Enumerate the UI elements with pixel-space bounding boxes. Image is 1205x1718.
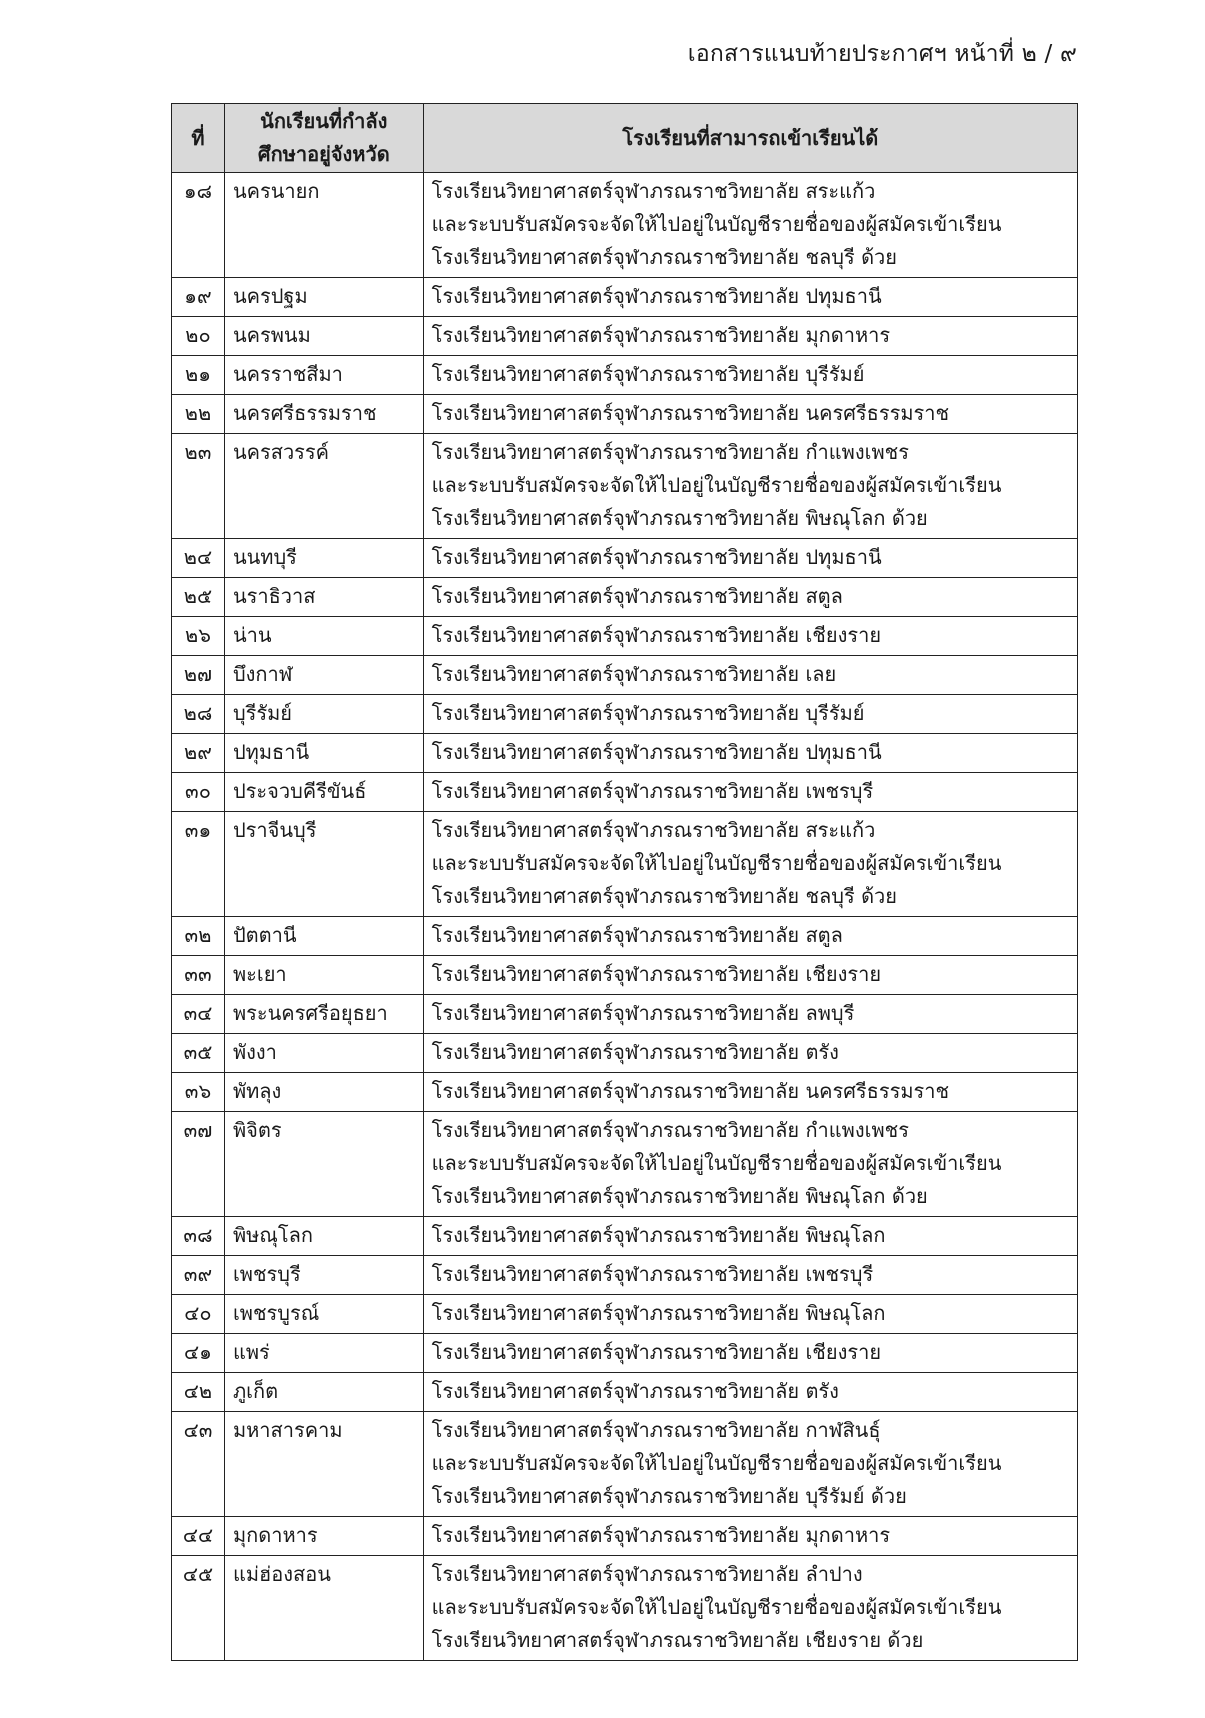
row-number: ๔๐ <box>172 1295 225 1334</box>
page-header: เอกสารแนบท้ายประกาศฯ หน้าที่ ๒ / ๙ <box>687 41 1077 67</box>
table-row <box>172 1517 1078 1556</box>
province-name: นครปฐม <box>224 278 423 317</box>
table-row <box>172 539 1078 578</box>
school-text-line: โรงเรียนวิทยาศาสตร์จุฬาภรณราชวิทยาลัย กำแพงเพชร <box>431 1118 909 1142</box>
table-row <box>172 617 1078 656</box>
table-row <box>172 1295 1078 1334</box>
school-text-line: โรงเรียนวิทยาศาสตร์จุฬาภรณราชวิทยาลัย ปทุมธานี <box>431 545 882 569</box>
province-name: บุรีรัมย์ <box>224 695 423 734</box>
row-number: ๒๑ <box>172 356 225 395</box>
school-cell <box>423 578 1077 617</box>
school-assignment-table <box>171 103 1078 1661</box>
province-name: นครพนม <box>224 317 423 356</box>
row-number: ๔๔ <box>172 1517 225 1556</box>
row-number: ๓๓ <box>172 956 225 995</box>
school-text-line: โรงเรียนวิทยาศาสตร์จุฬาภรณราชวิทยาลัย บุรีรัมย์ <box>431 362 865 386</box>
school-text-line: โรงเรียนวิทยาศาสตร์จุฬาภรณราชวิทยาลัย มุกดาหาร <box>431 323 891 347</box>
table-row <box>172 1334 1078 1373</box>
table-row <box>172 395 1078 434</box>
school-text-line: โรงเรียนวิทยาศาสตร์จุฬาภรณราชวิทยาลัย ปทุมธานี <box>431 284 882 308</box>
province-name: นนทบุรี <box>224 539 423 578</box>
row-number: ๔๒ <box>172 1373 225 1412</box>
school-text-line: โรงเรียนวิทยาศาสตร์จุฬาภรณราชวิทยาลัย กาฬสินธุ์ <box>431 1418 881 1442</box>
table-row <box>172 434 1078 539</box>
row-number: ๒๙ <box>172 734 225 773</box>
row-number: ๓๕ <box>172 1034 225 1073</box>
table-row <box>172 956 1078 995</box>
table-row <box>172 812 1078 917</box>
row-number: ๒๕ <box>172 578 225 617</box>
school-cell <box>423 539 1077 578</box>
row-number: ๔๓ <box>172 1412 225 1517</box>
province-name: ปทุมธานี <box>224 734 423 773</box>
school-cell <box>423 1217 1077 1256</box>
table-header-row <box>172 104 1078 173</box>
school-text-line: โรงเรียนวิทยาศาสตร์จุฬาภรณราชวิทยาลัย พิษณุโลก <box>431 1223 886 1247</box>
province-name: มุกดาหาร <box>224 1517 423 1556</box>
province-name: แม่ฮ่องสอน <box>224 1556 423 1661</box>
school-cell <box>423 773 1077 812</box>
table-row <box>172 917 1078 956</box>
row-number: ๓๒ <box>172 917 225 956</box>
column-header-province-line2: ศึกษาอยู่จังหวัด <box>257 142 390 166</box>
province-name: นครสวรรค์ <box>224 434 423 539</box>
school-cell <box>423 317 1077 356</box>
province-name: มหาสารคาม <box>224 1412 423 1517</box>
table-row <box>172 995 1078 1034</box>
row-number: ๒๒ <box>172 395 225 434</box>
school-cell <box>423 434 1077 539</box>
school-text-line: โรงเรียนวิทยาศาสตร์จุฬาภรณราชวิทยาลัย ตรัง <box>431 1379 839 1403</box>
school-text-line: โรงเรียนวิทยาศาสตร์จุฬาภรณราชวิทยาลัย เพชรบุรี <box>431 1262 874 1286</box>
school-text-line: โรงเรียนวิทยาศาสตร์จุฬาภรณราชวิทยาลัย นครศรีธรรมราช <box>431 1079 950 1103</box>
school-text-line: โรงเรียนวิทยาศาสตร์จุฬาภรณราชวิทยาลัย พิษณุโลก <box>431 1301 886 1325</box>
table-row <box>172 1112 1078 1217</box>
row-number: ๓๔ <box>172 995 225 1034</box>
school-cell <box>423 1517 1077 1556</box>
school-cell <box>423 356 1077 395</box>
province-name: น่าน <box>224 617 423 656</box>
school-text-line: โรงเรียนวิทยาศาสตร์จุฬาภรณราชวิทยาลัย มุกดาหาร <box>431 1523 891 1547</box>
school-text-line: โรงเรียนวิทยาศาสตร์จุฬาภรณราชวิทยาลัย เพชรบุรี <box>431 779 874 803</box>
table-row <box>172 1373 1078 1412</box>
row-number: ๑๘ <box>172 173 225 278</box>
province-name: บึงกาฬ <box>224 656 423 695</box>
school-text-line: โรงเรียนวิทยาศาสตร์จุฬาภรณราชวิทยาลัย ลำปาง <box>431 1562 863 1586</box>
province-name: นครราชสีมา <box>224 356 423 395</box>
province-name: นครศรีธรรมราช <box>224 395 423 434</box>
row-number: ๒๔ <box>172 539 225 578</box>
row-number: ๓๐ <box>172 773 225 812</box>
school-text-line: โรงเรียนวิทยาศาสตร์จุฬาภรณราชวิทยาลัย เลย <box>431 662 837 686</box>
school-cell <box>423 917 1077 956</box>
table-body <box>172 173 1078 1661</box>
row-number: ๓๗ <box>172 1112 225 1217</box>
row-number: ๔๑ <box>172 1334 225 1373</box>
row-number: ๓๑ <box>172 812 225 917</box>
school-cell <box>423 695 1077 734</box>
table-row <box>172 734 1078 773</box>
school-text-line: โรงเรียนวิทยาศาสตร์จุฬาภรณราชวิทยาลัย พิษณุโลก ด้วย <box>431 506 928 530</box>
row-number: ๓๙ <box>172 1256 225 1295</box>
school-text-line: และระบบรับสมัครจะจัดให้ไปอยู่ในบัญชีรายชื่อของผู้สมัครเข้าเรียน <box>431 212 1002 236</box>
school-text-line: โรงเรียนวิทยาศาสตร์จุฬาภรณราชวิทยาลัย บุรีรัมย์ ด้วย <box>431 1484 907 1508</box>
school-cell <box>423 1112 1077 1217</box>
school-text-line: โรงเรียนวิทยาศาสตร์จุฬาภรณราชวิทยาลัย สระแก้ว <box>431 818 876 842</box>
school-text-line: โรงเรียนวิทยาศาสตร์จุฬาภรณราชวิทยาลัย ตรัง <box>431 1040 839 1064</box>
school-text-line: และระบบรับสมัครจะจัดให้ไปอยู่ในบัญชีรายชื่อของผู้สมัครเข้าเรียน <box>431 851 1002 875</box>
school-text-line: โรงเรียนวิทยาศาสตร์จุฬาภรณราชวิทยาลัย ปทุมธานี <box>431 740 882 764</box>
row-number: ๒๓ <box>172 434 225 539</box>
province-name: พระนครศรีอยุธยา <box>224 995 423 1034</box>
school-cell <box>423 995 1077 1034</box>
table-row <box>172 1556 1078 1661</box>
table-row <box>172 1412 1078 1517</box>
table-row <box>172 278 1078 317</box>
school-cell <box>423 1556 1077 1661</box>
table-row <box>172 695 1078 734</box>
table-row <box>172 317 1078 356</box>
school-cell <box>423 278 1077 317</box>
school-cell <box>423 173 1077 278</box>
row-number: ๓๖ <box>172 1073 225 1112</box>
row-number: ๒๖ <box>172 617 225 656</box>
table-row <box>172 656 1078 695</box>
school-text-line: โรงเรียนวิทยาศาสตร์จุฬาภรณราชวิทยาลัย เชียงราย <box>431 1340 882 1364</box>
table-row <box>172 1034 1078 1073</box>
school-cell <box>423 1334 1077 1373</box>
column-header-province-line1: นักเรียนที่กำลัง <box>260 109 388 133</box>
table-row <box>172 356 1078 395</box>
school-cell <box>423 617 1077 656</box>
school-text-line: โรงเรียนวิทยาศาสตร์จุฬาภรณราชวิทยาลัย เชียงราย <box>431 623 882 647</box>
school-text-line: โรงเรียนวิทยาศาสตร์จุฬาภรณราชวิทยาลัย สตูล <box>431 584 843 608</box>
table-row <box>172 773 1078 812</box>
column-header-school: โรงเรียนที่สามารถเข้าเรียนได้ <box>423 104 1077 173</box>
table-row <box>172 1256 1078 1295</box>
school-text-line: และระบบรับสมัครจะจัดให้ไปอยู่ในบัญชีรายชื่อของผู้สมัครเข้าเรียน <box>431 1151 1002 1175</box>
table-row <box>172 1217 1078 1256</box>
table-row <box>172 173 1078 278</box>
school-text-line: โรงเรียนวิทยาศาสตร์จุฬาภรณราชวิทยาลัย พิษณุโลก ด้วย <box>431 1184 928 1208</box>
school-cell <box>423 395 1077 434</box>
province-name: ปราจีนบุรี <box>224 812 423 917</box>
school-text-line: โรงเรียนวิทยาศาสตร์จุฬาภรณราชวิทยาลัย เชียงราย <box>431 962 882 986</box>
province-name: ปัตตานี <box>224 917 423 956</box>
school-text-line: โรงเรียนวิทยาศาสตร์จุฬาภรณราชวิทยาลัย บุรีรัมย์ <box>431 701 865 725</box>
school-text-line: โรงเรียนวิทยาศาสตร์จุฬาภรณราชวิทยาลัย เชียงราย ด้วย <box>431 1628 924 1652</box>
school-cell <box>423 1373 1077 1412</box>
province-name: นราธิวาส <box>224 578 423 617</box>
school-text-line: โรงเรียนวิทยาศาสตร์จุฬาภรณราชวิทยาลัย นครศรีธรรมราช <box>431 401 950 425</box>
row-number: ๔๕ <box>172 1556 225 1661</box>
province-name: พะเยา <box>224 956 423 995</box>
row-number: ๒๘ <box>172 695 225 734</box>
province-name: พังงา <box>224 1034 423 1073</box>
school-text-line: โรงเรียนวิทยาศาสตร์จุฬาภรณราชวิทยาลัย กำแพงเพชร <box>431 440 909 464</box>
school-text-line: โรงเรียนวิทยาศาสตร์จุฬาภรณราชวิทยาลัย ลพบุรี <box>431 1001 855 1025</box>
table-row <box>172 578 1078 617</box>
school-cell <box>423 1034 1077 1073</box>
school-text-line: โรงเรียนวิทยาศาสตร์จุฬาภรณราชวิทยาลัย สระแก้ว <box>431 179 876 203</box>
school-cell <box>423 1295 1077 1334</box>
column-header-province <box>224 104 423 173</box>
school-text-line: และระบบรับสมัครจะจัดให้ไปอยู่ในบัญชีรายชื่อของผู้สมัครเข้าเรียน <box>431 1451 1002 1475</box>
school-cell <box>423 812 1077 917</box>
province-name: พัทลุง <box>224 1073 423 1112</box>
school-text-line: โรงเรียนวิทยาศาสตร์จุฬาภรณราชวิทยาลัย สตูล <box>431 923 843 947</box>
row-number: ๒๗ <box>172 656 225 695</box>
table-row <box>172 1073 1078 1112</box>
province-name: พิษณุโลก <box>224 1217 423 1256</box>
school-text-line: โรงเรียนวิทยาศาสตร์จุฬาภรณราชวิทยาลัย ชลบุรี ด้วย <box>431 884 898 908</box>
column-header-number: ที่ <box>172 104 225 173</box>
row-number: ๑๙ <box>172 278 225 317</box>
school-text-line: โรงเรียนวิทยาศาสตร์จุฬาภรณราชวิทยาลัย ชลบุรี ด้วย <box>431 245 898 269</box>
province-name: เพชรบุรี <box>224 1256 423 1295</box>
province-name: ภูเก็ต <box>224 1373 423 1412</box>
school-text-line: และระบบรับสมัครจะจัดให้ไปอยู่ในบัญชีรายชื่อของผู้สมัครเข้าเรียน <box>431 473 1002 497</box>
school-cell <box>423 1073 1077 1112</box>
row-number: ๒๐ <box>172 317 225 356</box>
school-cell <box>423 734 1077 773</box>
province-name: เพชรบูรณ์ <box>224 1295 423 1334</box>
province-name: นครนายก <box>224 173 423 278</box>
school-cell <box>423 656 1077 695</box>
province-name: ประจวบคีรีขันธ์ <box>224 773 423 812</box>
row-number: ๓๘ <box>172 1217 225 1256</box>
school-cell <box>423 1256 1077 1295</box>
school-cell <box>423 956 1077 995</box>
school-text-line: และระบบรับสมัครจะจัดให้ไปอยู่ในบัญชีรายชื่อของผู้สมัครเข้าเรียน <box>431 1595 1002 1619</box>
school-cell <box>423 1412 1077 1517</box>
province-name: แพร่ <box>224 1334 423 1373</box>
province-name: พิจิตร <box>224 1112 423 1217</box>
